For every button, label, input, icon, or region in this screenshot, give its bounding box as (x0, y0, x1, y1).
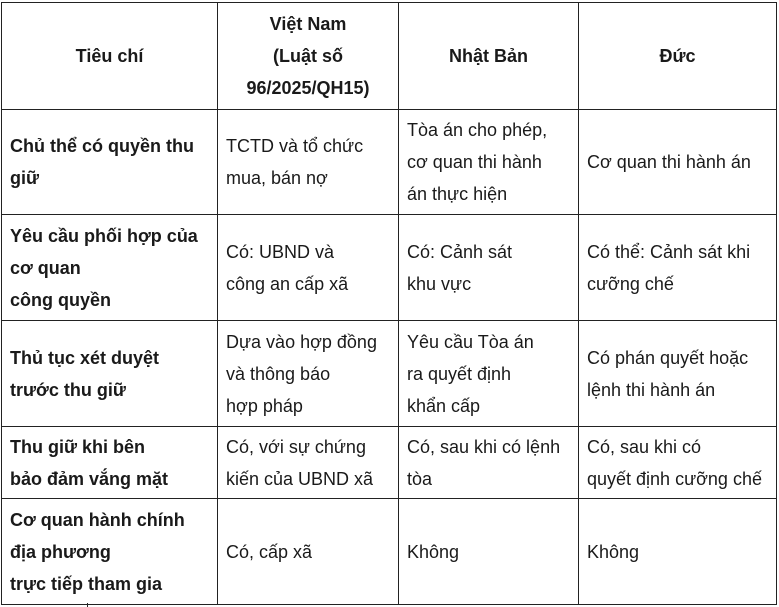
header-text: 96/2025/QH15) (246, 78, 370, 98)
header-row (2, 3, 777, 110)
cell-text: Yêu cầu phối hợp của (10, 225, 198, 246)
header-germany (579, 3, 777, 110)
cell-text: Cơ quan hành chính (10, 509, 185, 530)
cell-text: mua, bán nợ (226, 168, 328, 188)
cell-text: Thủ tục xét duyệt (10, 347, 160, 368)
header-vietnam (218, 3, 399, 110)
cell-text: tòa (407, 468, 433, 489)
cell-text: ra quyết định (407, 363, 512, 384)
cell-criterion (2, 427, 218, 499)
header-text: Việt Nam (269, 14, 347, 34)
cell-text: giữ (10, 168, 40, 188)
cell-text: Có phán quyết hoặc (587, 347, 749, 368)
cell-text: công an cấp xã (226, 273, 349, 294)
cell-japan (399, 215, 579, 321)
comparison-table (1, 2, 777, 605)
cell-text: quyết định cưỡng chế (587, 468, 762, 489)
cell-text: Thu giữ khi bên (10, 436, 146, 457)
header-text: Tiêu chí (75, 46, 144, 66)
cell-japan (399, 110, 579, 215)
cell-germany (579, 110, 777, 215)
cell-vietnam (218, 499, 399, 605)
table-row (2, 499, 777, 605)
cell-text: cơ quan thi hành (407, 152, 542, 172)
cell-text: TCTD và tổ chức (226, 136, 364, 156)
cell-germany (579, 215, 777, 321)
cell-japan (399, 321, 579, 427)
cell-germany (579, 321, 777, 427)
cell-text: và thông báo (226, 363, 331, 384)
cell-text: cơ quan (10, 257, 81, 278)
cell-text: Có, sau khi có lệnh (407, 436, 561, 457)
table-row (2, 321, 777, 427)
cell-criterion (2, 499, 218, 605)
cell-text: bảo đảm vắng mặt (10, 468, 169, 489)
header-criterion (2, 3, 218, 110)
cell-text: Có, với sự chứng (226, 436, 366, 457)
cell-text: cưỡng chế (587, 273, 674, 294)
cell-text: Có: UBND và (226, 241, 335, 262)
cell-text: khẩn cấp (407, 395, 481, 416)
cell-germany (579, 427, 777, 499)
header-text: (Luật số (273, 46, 343, 66)
table-row (2, 215, 777, 321)
cell-vietnam (218, 427, 399, 499)
cell-text: Có: Cảnh sát (407, 241, 513, 262)
cell-text: kiến của UBND xã (226, 468, 374, 489)
cell-text: Có, cấp xã (226, 541, 313, 562)
header-text: Đức (659, 46, 696, 66)
cell-criterion (2, 321, 218, 427)
cell-criterion (2, 215, 218, 321)
cell-text: công quyền (10, 289, 112, 310)
cell-text: Cơ quan thi hành án (587, 152, 751, 172)
cell-text: khu vực (407, 273, 472, 294)
header-text: Nhật Bản (448, 46, 528, 66)
cell-text: án thực hiện (407, 184, 508, 204)
cell-text: Không (407, 541, 460, 562)
cell-japan (399, 499, 579, 605)
cell-vietnam (218, 321, 399, 427)
cell-text: Tòa án cho phép, (407, 120, 548, 140)
cell-text: Chủ thể có quyền thu (10, 136, 194, 156)
page-border-stub (87, 603, 88, 607)
cell-text: Có thể: Cảnh sát khi (587, 241, 751, 262)
cell-japan (399, 427, 579, 499)
table-row (2, 427, 777, 499)
table-row (2, 110, 777, 215)
cell-criterion (2, 110, 218, 215)
cell-text: Dựa vào hợp đồng (226, 331, 377, 352)
cell-text: Không (587, 541, 640, 562)
cell-text: lệnh thi hành án (587, 379, 716, 400)
cell-text: trực tiếp tham gia (10, 573, 163, 594)
cell-text: trước thu giữ (10, 379, 126, 400)
cell-text: Có, sau khi có (587, 436, 702, 457)
cell-text: Yêu cầu Tòa án (407, 331, 534, 352)
cell-vietnam (218, 215, 399, 321)
cell-vietnam (218, 110, 399, 215)
cell-text: hợp pháp (226, 395, 303, 416)
cell-text: địa phương (10, 541, 111, 562)
cell-germany (579, 499, 777, 605)
header-japan (399, 3, 579, 110)
